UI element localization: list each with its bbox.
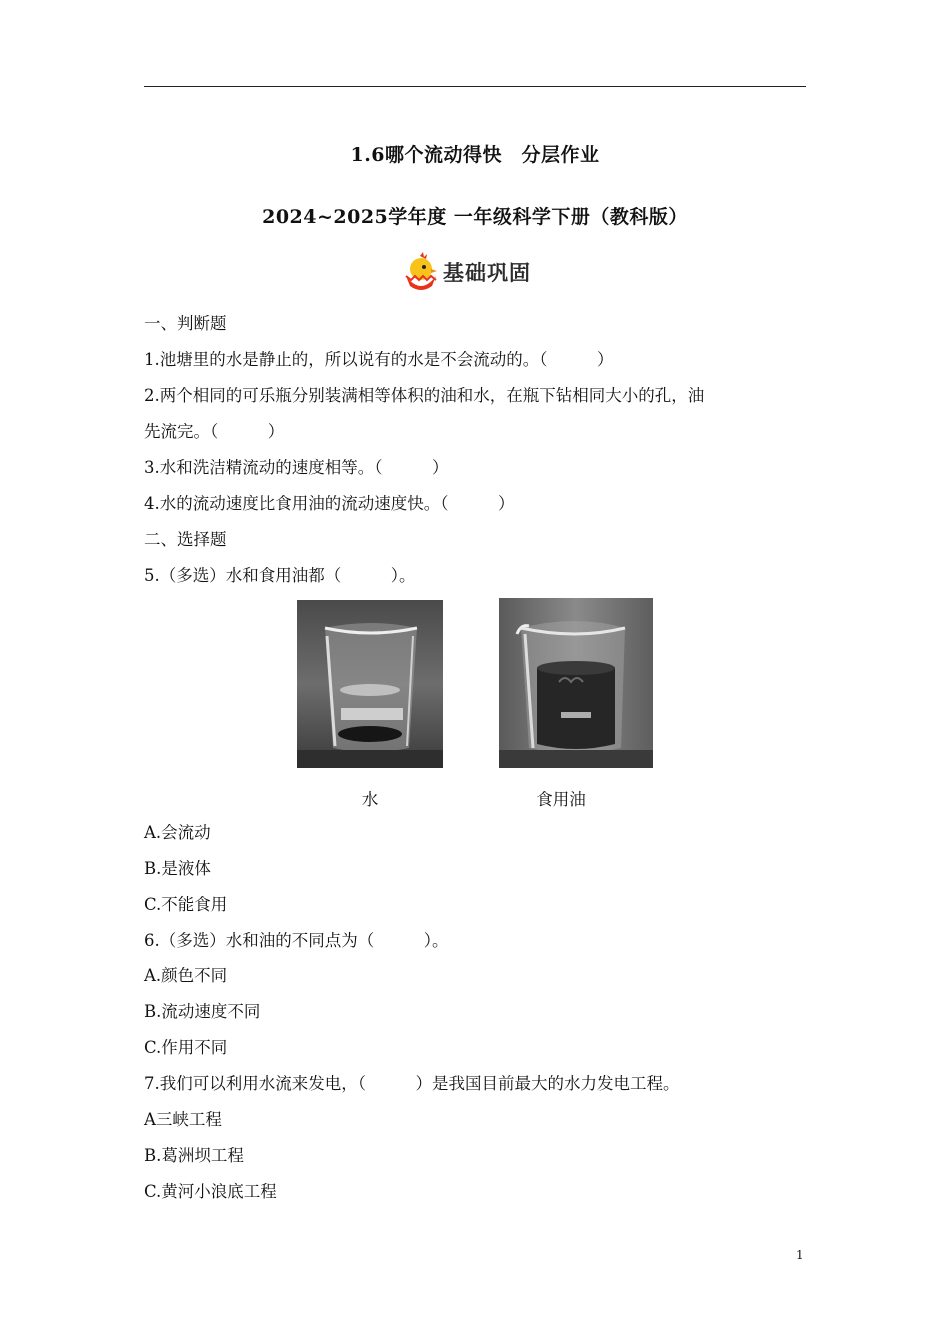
question-3: 3.水和洗洁精流动的速度相等。（ ） xyxy=(144,458,449,477)
question-7: 7.我们可以利用水流来发电，（ ）是我国目前最大的水力发电工程。 xyxy=(144,1074,680,1093)
water-caption: 水 xyxy=(361,790,379,809)
oil-beaker-photo xyxy=(499,598,653,768)
q5-option-b: B.是液体 xyxy=(144,859,211,878)
water-beaker-photo xyxy=(297,600,443,768)
header-rule xyxy=(144,86,806,87)
q7-option-b: B.葛洲坝工程 xyxy=(144,1146,244,1165)
q5-option-a: A.会流动 xyxy=(144,823,211,842)
question-6: 6.（多选）水和油的不同点为（ ）。 xyxy=(144,931,449,950)
q6-option-a: A.颜色不同 xyxy=(144,966,228,985)
page-subtitle: 2024~2025学年度 一年级科学下册（教科版） xyxy=(262,206,688,228)
q6-option-b: B.流动速度不同 xyxy=(144,1002,261,1021)
page-title: 1.6哪个流动得快 分层作业 xyxy=(350,144,600,166)
q5-option-c: C.不能食用 xyxy=(144,895,228,914)
question-2-line-2: 先流完。（ ） xyxy=(144,422,285,441)
chick-icon xyxy=(404,252,438,292)
question-5: 5.（多选）水和食用油都（ ）。 xyxy=(144,566,416,585)
section-heading-judge: 一、判断题 xyxy=(144,314,227,333)
oil-caption: 食用油 xyxy=(536,790,586,809)
q7-option-c: C.黄河小浪底工程 xyxy=(144,1182,277,1201)
question-1: 1.池塘里的水是静止的，所以说有的水是不会流动的。（ ） xyxy=(144,350,614,369)
q6-option-c: C.作用不同 xyxy=(144,1038,228,1057)
section-heading-choice: 二、选择题 xyxy=(144,530,227,549)
section-badge xyxy=(404,252,531,292)
question-2-line-1: 2.两个相同的可乐瓶分别装满相等体积的油和水，在瓶下钻相同大小的孔，油 xyxy=(144,386,705,405)
page-number: 1 xyxy=(796,1248,804,1262)
q7-option-a: A三峡工程 xyxy=(144,1110,222,1129)
question-4: 4.水的流动速度比食用油的流动速度快。（ ） xyxy=(144,494,515,513)
badge-label: 基础巩固 xyxy=(443,261,531,285)
